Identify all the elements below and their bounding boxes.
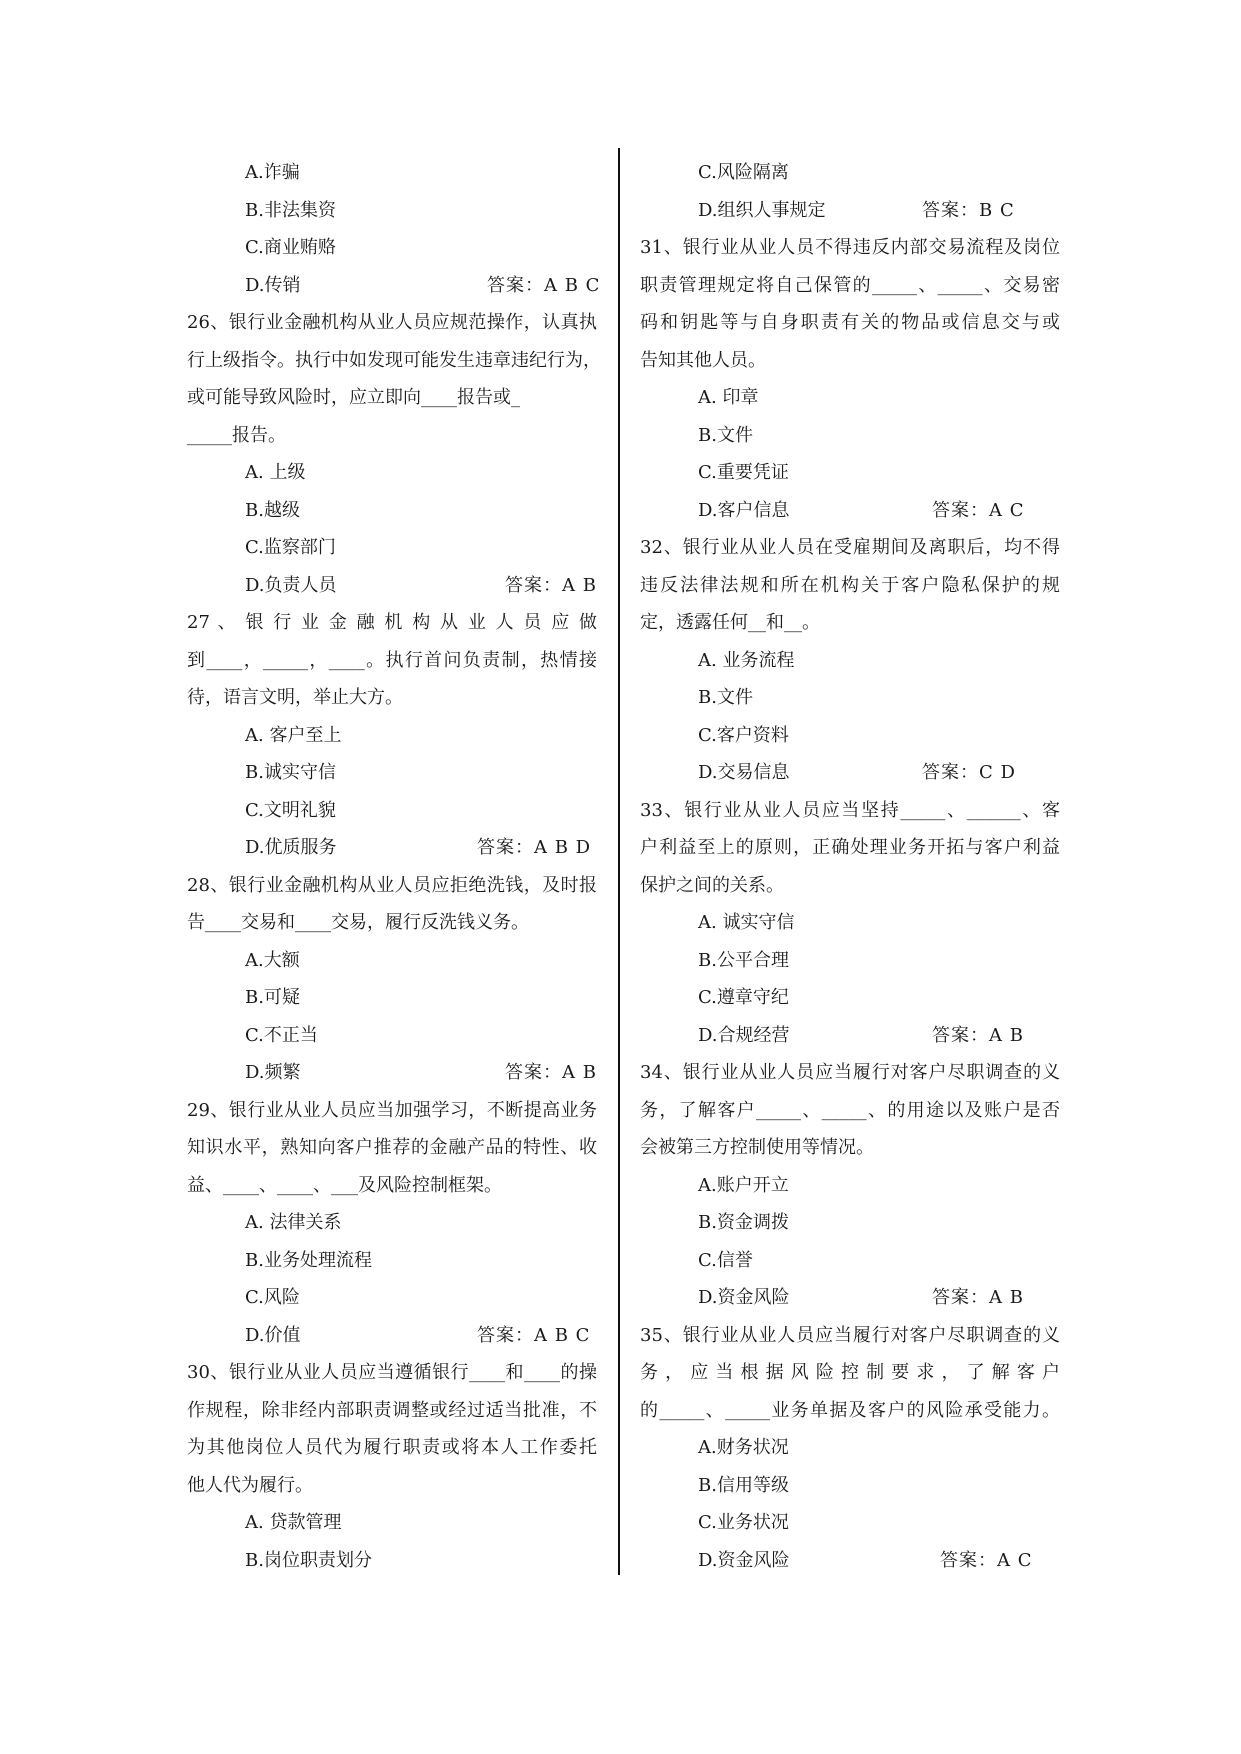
question-text: 作规程，除非经内部职责调整或经过适当批准，不 (187, 1399, 597, 1421)
answer-key: 答案：A B (505, 1062, 597, 1083)
answer-option (640, 417, 1060, 455)
answer-option (640, 679, 1060, 717)
answer-option (187, 829, 597, 867)
answer-option (187, 229, 597, 267)
answer-option (640, 1279, 1060, 1317)
option-label: C.商业贿赂 (245, 237, 336, 258)
question-text: 告知其他人员。 (640, 349, 766, 371)
question-text-line (640, 229, 1060, 267)
answer-option (640, 1167, 1060, 1205)
question-text: 为其他岗位人员代为履行职责或将本人工作委托 (187, 1437, 597, 1458)
question-text: 务 ， 应 当 根 据 风 险 控 制 要 求 ， 了 解 客 户 (640, 1362, 1060, 1383)
question-text-line (187, 904, 597, 942)
option-label: A. 诚实守信 (698, 912, 795, 933)
question-text-line (187, 1392, 597, 1430)
option-label: B.岗位职责划分 (245, 1549, 372, 1571)
option-label: D.组织人事规定 (698, 199, 826, 221)
question-text: 34、银行业从业人员应当履行对客户尽职调查的义 (640, 1062, 1060, 1083)
question-text: 码和钥匙等与自身职责有关的物品或信息交与或 (640, 312, 1060, 333)
question-text-line (187, 1429, 597, 1467)
question-text: 27 、 银 行 业 金 融 机 构 从 业 人 员 应 做 (187, 612, 597, 633)
option-label: D.资金风险 (698, 1287, 790, 1308)
question-text: 行上级指令。执行中如发现可能发生违章违纪行为， (187, 349, 601, 371)
answer-option (187, 1504, 597, 1542)
option-label: C.遵章守纪 (698, 987, 789, 1008)
question-text-line (640, 867, 1060, 905)
answer-key: 答案：B C (922, 199, 1015, 221)
question-text-line (187, 379, 597, 417)
answer-key: 答案：A B D (477, 837, 592, 858)
answer-option (187, 454, 597, 492)
question-text-line (187, 1467, 597, 1505)
question-text-line (640, 1354, 1060, 1392)
answer-option (187, 529, 597, 567)
answer-option (640, 942, 1060, 980)
answer-option (187, 1054, 597, 1092)
question-text: 26、银行业金融机构从业人员应规范操作，认真执 (187, 312, 597, 333)
option-label: B.公平合理 (698, 949, 789, 971)
answer-option (187, 1242, 597, 1280)
question-text-line (640, 1092, 1060, 1130)
question-text-line (187, 1092, 597, 1130)
question-text: 31、银行业从业人员不得违反内部交易流程及岗位 (640, 237, 1060, 258)
option-label: D.传销 (245, 274, 301, 296)
answer-option (640, 904, 1060, 942)
answer-option (187, 1542, 597, 1580)
option-label: A. 贷款管理 (245, 1512, 342, 1533)
option-label: A. 业务流程 (698, 649, 795, 671)
column-divider (618, 148, 620, 1575)
answer-option (187, 1204, 597, 1242)
answer-option (640, 1242, 1060, 1280)
answer-key: 答案：A B (932, 1287, 1024, 1308)
question-text-line (187, 679, 597, 717)
question-text: 待，语言文明，举止大方。 (187, 687, 403, 708)
answer-option (640, 1542, 1060, 1580)
option-label: D.价值 (245, 1324, 301, 1346)
option-label: D.资金风险 (698, 1549, 790, 1571)
answer-option (640, 1204, 1060, 1242)
answer-option (640, 1504, 1060, 1542)
question-text: 30、银行业从业人员应当遵循银行____和____的操 (187, 1362, 597, 1383)
answer-option (640, 717, 1060, 755)
answer-key: 答案：A B C (477, 1324, 591, 1346)
question-text: 28、银行业金融机构从业人员应拒绝洗钱，及时报 (187, 874, 597, 896)
question-text: 33、银行业从业人员应当坚持_____、______、客 (640, 799, 1060, 821)
answer-option (640, 642, 1060, 680)
answer-option (187, 717, 597, 755)
question-text-line (187, 342, 601, 380)
question-text: 违反法律法规和所在机构关于客户隐私保护的规 (640, 574, 1060, 596)
option-label: D.交易信息 (698, 762, 790, 783)
option-label: C.文明礼貌 (245, 799, 336, 821)
answer-key: 答案：A C (932, 499, 1025, 521)
question-text: 29、银行业从业人员应当加强学习，不断提高业务 (187, 1099, 597, 1121)
answer-option (640, 1017, 1060, 1055)
question-text-line (640, 1129, 1060, 1167)
question-text: 务，了解客户_____、_____、的用途以及账户是否 (640, 1099, 1060, 1121)
answer-option (640, 979, 1060, 1017)
question-text-line (187, 642, 597, 680)
question-text: 告____交易和____交易，履行反洗钱义务。 (187, 912, 529, 933)
answer-option (640, 379, 1060, 417)
answer-option (640, 1467, 1060, 1505)
answer-option (187, 1317, 597, 1355)
option-label: A.大额 (245, 949, 300, 971)
option-label: A. 上级 (245, 462, 306, 483)
option-label: B.信用等级 (698, 1474, 789, 1496)
answer-option (187, 942, 597, 980)
question-text-line (640, 1392, 1060, 1430)
option-label: C.风险隔离 (698, 162, 789, 183)
question-text-line (187, 1129, 597, 1167)
question-text: 35、银行业从业人员应当履行对客户尽职调查的义 (640, 1324, 1060, 1346)
answer-key: 答案：A B C (487, 274, 601, 296)
question-text: _____报告。 (187, 424, 286, 446)
option-label: B.可疑 (245, 987, 300, 1008)
answer-option (187, 792, 597, 830)
question-text-line (640, 792, 1060, 830)
option-label: B.业务处理流程 (245, 1249, 372, 1271)
question-text-line (640, 604, 1060, 642)
question-text: 他人代为履行。 (187, 1474, 313, 1496)
option-label: C.信誉 (698, 1249, 753, 1271)
question-text-line (640, 567, 1060, 605)
answer-option (640, 492, 1060, 530)
option-label: A.诈骗 (245, 162, 300, 183)
question-text-line (640, 304, 1060, 342)
question-text-line (640, 829, 1060, 867)
option-label: C.业务状况 (698, 1512, 789, 1533)
option-label: B.非法集资 (245, 199, 336, 221)
option-label: B.资金调拨 (698, 1212, 789, 1233)
option-label: C.重要凭证 (698, 462, 789, 483)
question-text-line (187, 417, 597, 455)
option-label: A.财务状况 (698, 1437, 789, 1458)
answer-option (187, 154, 597, 192)
answer-key: 答案：A B (505, 574, 597, 596)
option-label: C.客户资料 (698, 724, 789, 746)
question-text-line (640, 1054, 1060, 1092)
answer-option (640, 1429, 1060, 1467)
question-text: 知识水平，熟知向客户推荐的金融产品的特性、收 (187, 1137, 597, 1158)
option-label: D.合规经营 (698, 1024, 790, 1046)
option-label: C.风险 (245, 1287, 300, 1308)
option-label: A. 法律关系 (245, 1212, 342, 1233)
question-text: 户利益至上的原则，正确处理业务开拓与客户利益 (640, 837, 1060, 858)
option-label: B.文件 (698, 424, 753, 446)
answer-option (187, 267, 601, 305)
question-text-line (187, 867, 597, 905)
answer-option (187, 754, 597, 792)
option-label: B.文件 (698, 687, 753, 708)
option-label: D.优质服务 (245, 837, 337, 858)
question-text-line (640, 1317, 1060, 1355)
answer-key: 答案：C D (922, 762, 1016, 783)
question-text: 的_____、_____业务单据及客户的风险承受能力。 (640, 1399, 1060, 1421)
answer-option (187, 1279, 597, 1317)
question-text-line (187, 304, 597, 342)
option-label: C.监察部门 (245, 537, 336, 558)
question-text-line (640, 267, 1060, 305)
answer-key: 答案：A B (932, 1024, 1024, 1046)
option-label: B.诚实守信 (245, 762, 336, 783)
question-text-line (640, 529, 1060, 567)
answer-option (640, 192, 1060, 230)
answer-option (187, 567, 597, 605)
answer-option (187, 192, 597, 230)
question-text: 会被第三方控制使用等情况。 (640, 1137, 874, 1158)
question-text: 保护之间的关系。 (640, 874, 784, 896)
option-label: A. 印章 (698, 387, 759, 408)
answer-option (187, 492, 597, 530)
option-label: A.账户开立 (698, 1174, 789, 1196)
right-column (640, 154, 1060, 1579)
answer-option (187, 979, 597, 1017)
option-label: D.负责人员 (245, 574, 337, 596)
question-text: 或可能导致风险时，应立即向____报告或_ (187, 387, 520, 408)
answer-option (187, 1017, 597, 1055)
question-text-line (187, 1167, 597, 1205)
question-text: 职责管理规定将自己保管的_____、_____、交易密 (640, 274, 1060, 296)
question-text: 到____，_____，____。执行首问负责制，热情接 (187, 649, 597, 671)
question-text-line (187, 1354, 597, 1392)
option-label: D.客户信息 (698, 499, 790, 521)
answer-option (640, 454, 1060, 492)
answer-option (640, 154, 1060, 192)
left-column (187, 154, 601, 1579)
question-text: 定，透露任何__和__。 (640, 612, 820, 633)
option-label: C.不正当 (245, 1024, 318, 1046)
question-text-line (187, 604, 597, 642)
question-text-line (640, 342, 1060, 380)
question-text: 32、银行业从业人员在受雇期间及离职后，均不得 (640, 537, 1060, 558)
answer-key: 答案：A C (940, 1549, 1033, 1571)
answer-option (640, 754, 1060, 792)
option-label: B.越级 (245, 499, 300, 521)
question-text: 益、____、____、___及风险控制框架。 (187, 1174, 502, 1196)
option-label: A. 客户至上 (245, 724, 342, 746)
option-label: D.频繁 (245, 1062, 301, 1083)
